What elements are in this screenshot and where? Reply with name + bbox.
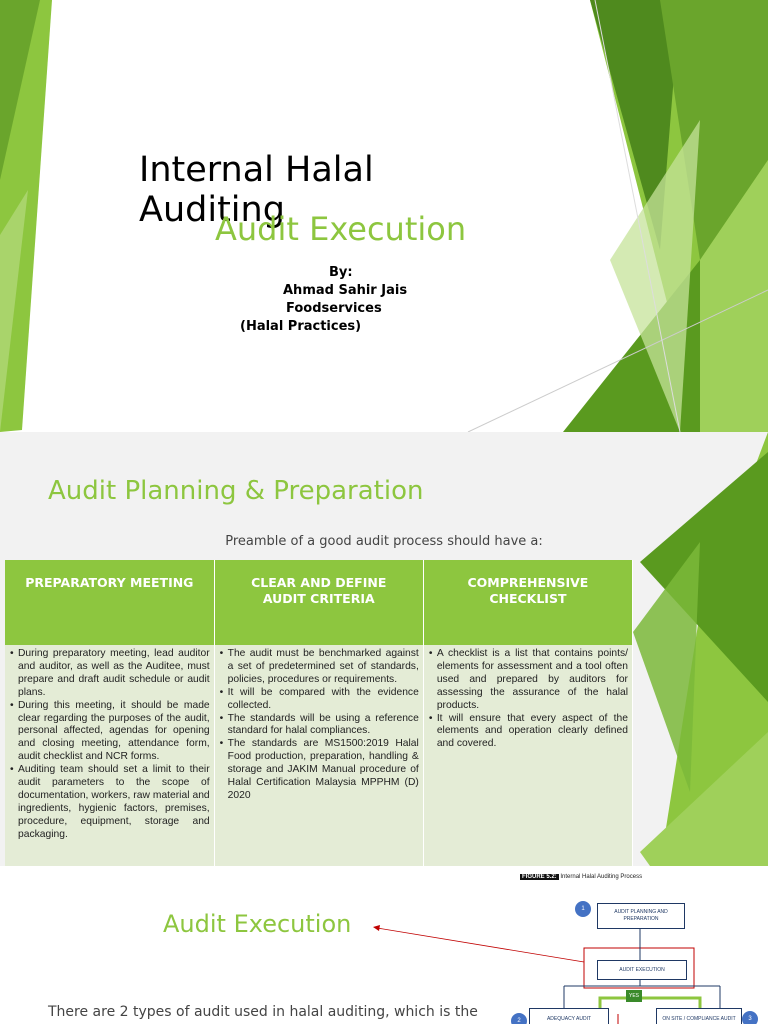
planning-slide xyxy=(0,432,768,866)
figure-label: FIGURE 5.2: xyxy=(522,874,557,880)
execution-slide xyxy=(0,866,768,1024)
list-item: • Auditing team should set a limit to their audit parameters to the scope of documentation, workers, raw material and ingredients, hygienic factors, premises, procedure, equipment, storage and packaging. xyxy=(18,764,210,841)
planning-subtitle: Preamble of a good audit process should have a: xyxy=(225,534,543,549)
flow-box-planning: AUDIT PLANNING AND PREPARATION xyxy=(597,903,685,929)
preparatory-meeting-cell xyxy=(5,645,214,866)
audit-criteria-cell xyxy=(214,645,423,866)
criteria-table xyxy=(5,560,633,866)
flow-box-adequacy: ADEQUACY AUDIT xyxy=(529,1008,609,1024)
figure-caption-text: Internal Halal Auditing Process xyxy=(560,874,643,880)
list-item: • It will ensure that every aspect of the elements and operation clearly defined and covered. xyxy=(437,713,628,752)
list-item: • It will be compared with the evidence collected. xyxy=(228,687,419,713)
flow-box-execution: AUDIT EXECUTION xyxy=(597,960,687,980)
list-item: • During this meeting, it should be made clear regarding the purposes of the audit, personal affected, agendas for opening and closing meeting, attendance form, audit checklist and NCR forms. xyxy=(18,700,210,765)
by-label: By: xyxy=(329,265,353,280)
list-item: • During preparatory meeting, lead auditor and auditor, as well as the Auditee, must prepare and draft audit schedule or audit plans. xyxy=(18,648,210,700)
main-title-line1: Internal Halal xyxy=(139,150,374,190)
list-item: • A checklist is a list that contains points/ elements for assessment and a tool often used and prepared by auditors for assessing the assurance of the halal products. xyxy=(437,648,628,713)
flowchart-connectors xyxy=(0,866,768,1024)
planning-title: Audit Planning & Preparation xyxy=(48,476,424,506)
step-1-marker: 1 xyxy=(575,901,591,917)
header-comprehensive-checklist: COMPREHENSIVE CHECKLIST xyxy=(423,560,632,645)
list-item: • The standards are MS1500:2019 Halal Food production, preparation, handling & storage and JAKIM Manual procedure of Halal Certification Malaysia MPPHM (D) 2020 xyxy=(228,738,419,803)
step-3-marker: 3 xyxy=(742,1011,758,1024)
header-audit-criteria: CLEAR AND DEFINE AUDIT CRITERIA xyxy=(214,560,423,645)
flow-box-onsite: ON SITE / COMPLIANCE AUDIT xyxy=(656,1008,742,1024)
header-preparatory-meeting: PREPARATORY MEETING xyxy=(5,560,214,645)
main-title-line2: Auditing xyxy=(139,190,285,230)
title-slide xyxy=(0,0,768,432)
overlay-title: Audit Execution xyxy=(215,210,467,248)
author-name: Ahmad Sahir Jais xyxy=(283,283,408,298)
step-2-marker: 2 xyxy=(511,1013,527,1024)
author-org: Foodservices xyxy=(286,301,382,316)
yes-label: YES xyxy=(626,990,642,1002)
execution-body-text: There are 2 types of audit used in halal auditing, which is the xyxy=(48,1004,478,1020)
author-practice: (Halal Practices) xyxy=(240,319,362,334)
list-item: • The audit must be benchmarked against a set of predetermined set of standards, policies, procedures or requirements. xyxy=(228,648,419,687)
execution-title: Audit Execution xyxy=(163,910,352,938)
checklist-cell xyxy=(423,645,632,866)
list-item: • The standards will be using a reference standard for halal compliances. xyxy=(228,713,419,739)
